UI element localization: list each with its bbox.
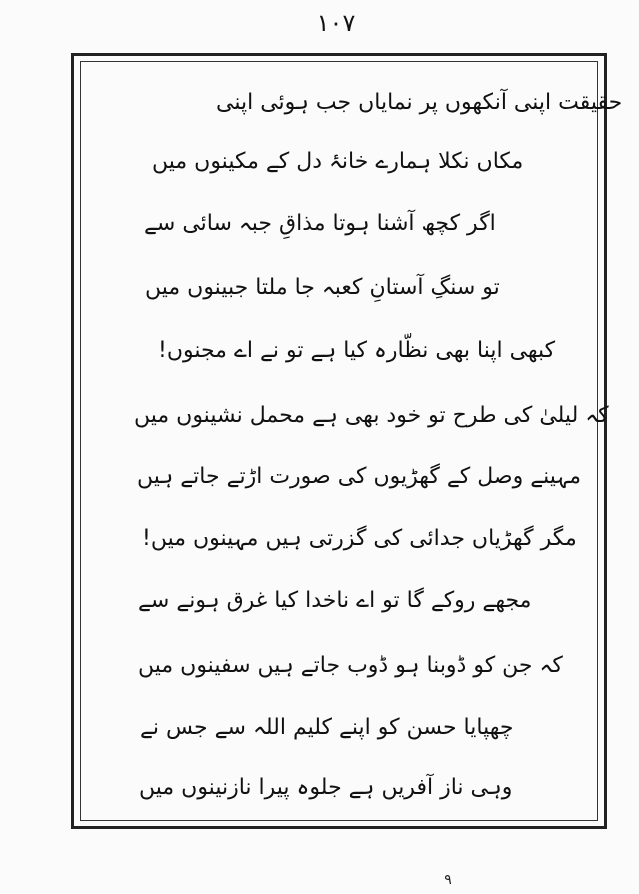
poem-line-10: کہ جن کو ڈوبنا ہو ڈوب جاتے ہیں سفینوں میں <box>138 653 563 678</box>
poem-line-9: مجھے روکے گا تو اے ناخدا کیا غرق ہونے سے <box>138 588 532 613</box>
poem-line-6: کہ لیلیٰ کی طرح تو خود بھی ہے محمل نشینوں میں <box>134 403 609 428</box>
poem-line-3: اگر کچھ آشنا ہوتا مذاقِ جبہ سائی سے <box>144 211 496 236</box>
page-number: ۱۰۷ <box>316 9 356 37</box>
poem-line-8: مگر گھڑیاں جدائی کی گزرتی ہیں مہینوں میں! <box>142 526 577 551</box>
poem-line-7: مہینے وصل کے گھڑیوں کی صورت اڑتے جاتے ہیں <box>137 464 582 489</box>
poem-line-4: تو سنگِ آستانِ کعبہ جا ملتا جبینوں میں <box>145 275 500 300</box>
page-footer-mark: ۹ <box>444 872 452 888</box>
poem-line-12: وہی ناز آفریں ہے جلوہ پیرا نازنینوں میں <box>139 775 513 800</box>
poem-line-1: حقیقت اپنی آنکھوں پر نمایاں جب ہوئی اپنی <box>216 90 623 115</box>
poem-line-2: مکاں نکلا ہمارے خانۂ دل کے مکینوں میں <box>152 149 524 174</box>
poem-line-11: چھپایا حسن کو اپنے کلیم اللہ سے جس نے <box>140 715 514 740</box>
poem-line-5: کبھی اپنا بھی نظّارہ کیا ہے تو نے اے مجنوں! <box>158 338 556 363</box>
